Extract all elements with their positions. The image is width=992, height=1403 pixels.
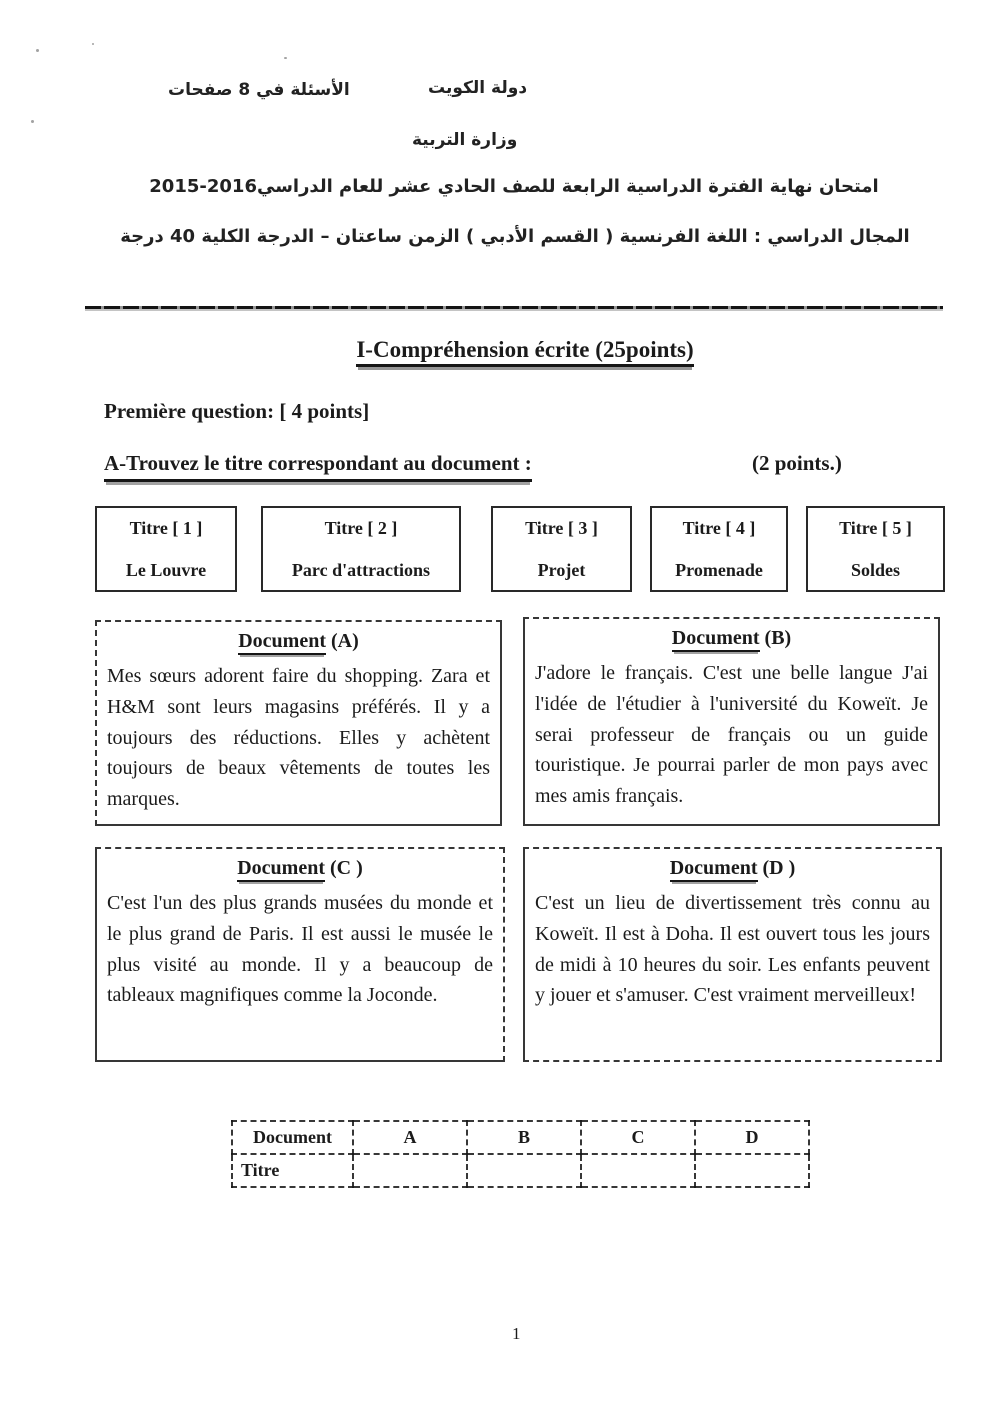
answer-table-titre-label: Titre (232, 1154, 353, 1187)
document-b-text: J'adore le français. C'est une belle langue J'ai l'idée de l'étudier à l'université du Koweït. Je serai professeur de français ou un guide touristique. Je pourrai parler de mon pays avec mes amis français. (535, 662, 928, 808)
document-b-heading (535, 627, 928, 650)
arabic-exam-title-line: امتحان نهاية الفترة الدراسية الرابعة للصف الحادي عشر للعام الدراسي2016-2015 (149, 176, 879, 197)
document-box-d (523, 847, 942, 1062)
scan-speck (36, 49, 39, 52)
answer-table-col-b: B (467, 1121, 581, 1154)
document-c-letter: (C ) (325, 857, 363, 879)
document-b-word: Document (672, 627, 760, 652)
document-c-word: Document (237, 857, 325, 882)
instruction-a: A-Trouvez le titre correspondant au document : (104, 451, 532, 482)
document-a-heading (107, 630, 490, 653)
titre-box-1-value: Le Louvre (125, 560, 207, 580)
titre-box-1 (95, 506, 237, 592)
section-title (60, 337, 990, 363)
titre-box-3-label: Titre [ 3 ] (525, 518, 598, 538)
answer-table-titre-row (232, 1154, 809, 1187)
document-c-text: C'est l'un des plus grands musées du monde et le plus grand de Paris. Il est aussi le musée le plus visité au monde. Il y a beaucoup de tableaux magnifiques comme la Joconde. (107, 892, 493, 1007)
titre-box-2 (261, 506, 461, 592)
question-heading: Première question: [ 4 points] (104, 399, 370, 423)
document-a-text: Mes sœurs adorent faire du shopping. Zara et H&M sont leurs magasins préférés. Il y a toujours des réductions. Elles y achètent toujours de beaux vêtements de toutes les marques. (107, 665, 490, 811)
titre-box-4-label: Titre [ 4 ] (682, 518, 756, 538)
titre-box-3 (491, 506, 632, 592)
document-box-b (523, 617, 940, 826)
scan-speck (92, 43, 94, 45)
answer-table-col-d: D (695, 1121, 809, 1154)
arabic-ministry-name: وزارة التربية (412, 130, 518, 150)
scan-speck (31, 120, 34, 123)
arabic-state-name: دولة الكويت (428, 78, 528, 98)
answer-table-header-row (232, 1121, 809, 1154)
answer-table (231, 1120, 810, 1188)
document-a-letter: (A) (326, 630, 359, 652)
arabic-pages-note: الأسئلة في 8 صفحات (168, 80, 350, 100)
titre-box-2-label: Titre [ 2 ] (324, 518, 398, 538)
document-d-letter: (D ) (757, 857, 796, 879)
titre-box-2-value: Parc d'attractions (291, 560, 431, 580)
arabic-subject-line: المجال الدراسي : اللغة الفرنسية ( القسم الأدبي ) الزمن ساعتان – الدرجة الكلية 40 درجة (120, 226, 910, 247)
document-b-letter: (B) (759, 627, 792, 649)
answer-cell-a (353, 1154, 467, 1187)
document-box-c (95, 847, 505, 1062)
document-d-text: C'est un lieu de divertissement très connu au Koweït. Il est à Doha. Il est ouvert tous les jours de midi à 10 heures du soir. Les enfants peuvent y jouer et s'amuser. C'est vraiment merveilleux! (535, 892, 930, 1007)
titre-box-4 (650, 506, 788, 592)
document-a-word: Document (238, 630, 326, 655)
titre-box-5-value: Soldes (850, 560, 901, 580)
answer-table-col-a: A (353, 1121, 467, 1154)
answer-table-col-c: C (581, 1121, 695, 1154)
titre-box-4-value: Promenade (675, 560, 763, 580)
section-title-text: I-Compréhension écrite (25points) (356, 337, 693, 367)
scan-speck (284, 57, 287, 59)
document-box-a (95, 620, 502, 826)
answer-cell-d (695, 1154, 809, 1187)
document-d-word: Document (670, 857, 758, 882)
page-number: 1 (512, 1324, 521, 1343)
instruction-points: (2 points.) (752, 451, 842, 475)
document-d-heading (535, 857, 930, 880)
answer-cell-c (581, 1154, 695, 1187)
document-c-heading (107, 857, 493, 880)
titre-box-5-label: Titre [ 5 ] (839, 518, 912, 538)
titre-box-1-label: Titre [ 1 ] (129, 518, 203, 538)
horizontal-divider (85, 306, 943, 309)
answer-cell-b (467, 1154, 581, 1187)
titre-box-3-value: Projet (537, 560, 586, 580)
titre-box-5 (806, 506, 945, 592)
answer-table-document-header: Document (232, 1121, 353, 1154)
